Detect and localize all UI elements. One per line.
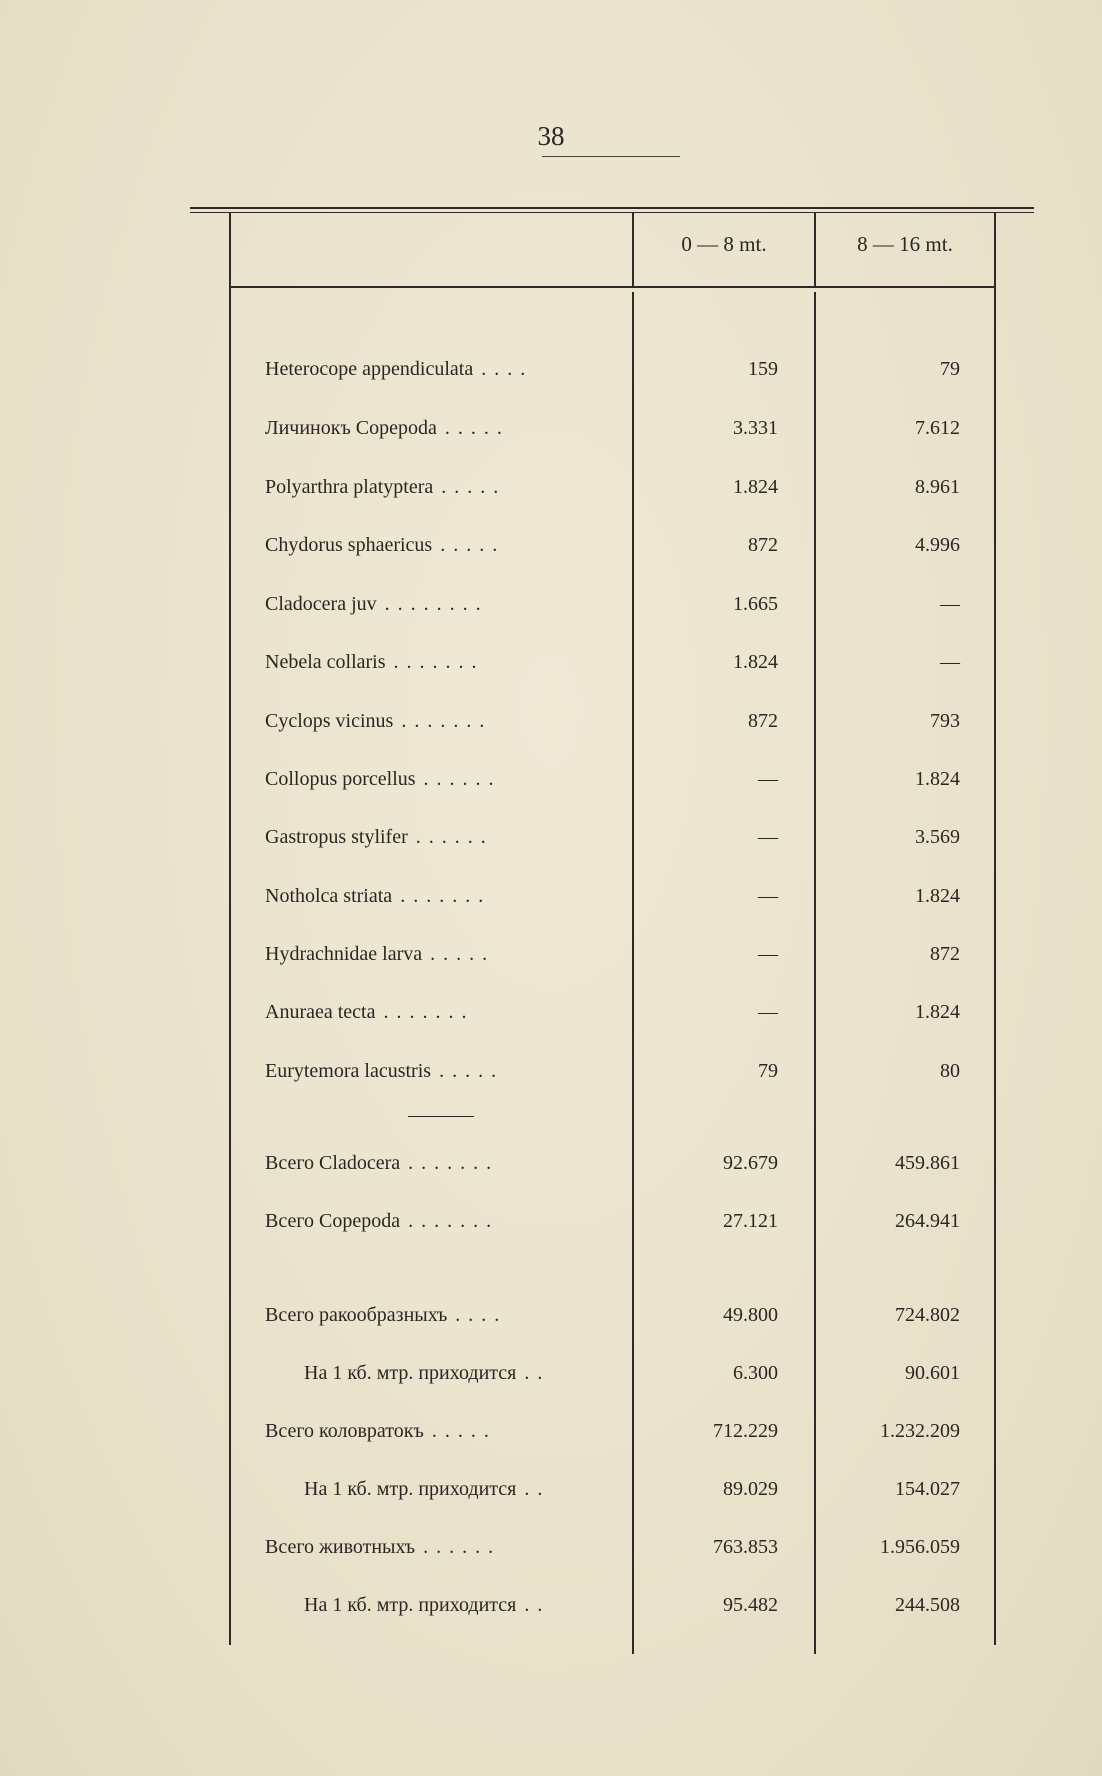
table-row: Nebela collaris ....... 1.824 —	[0, 647, 1102, 677]
value-8-16: 264.941	[895, 1210, 960, 1232]
value-8-16: 90.601	[905, 1362, 960, 1384]
value-0-8: 95.482	[723, 1594, 778, 1616]
table-row: Cladocera juv ........ 1.665 —	[0, 589, 1102, 619]
page-number-rule	[542, 156, 680, 157]
row-label: Hydrachnidae larva	[265, 943, 423, 965]
row-label: Cyclops vicinus	[265, 710, 394, 732]
value-8-16: 8.961	[915, 476, 960, 498]
column-header-8-16: 8 — 16 mt.	[857, 232, 953, 256]
table-row: Cyclops vicinus ....... 872 793	[0, 706, 1102, 736]
row-label: Всего животныхъ	[265, 1536, 416, 1558]
column-header-0-8: 0 — 8 mt.	[681, 232, 767, 256]
value-8-16: 79	[940, 358, 960, 380]
table-row: Hydrachnidae larva ..... — 872	[0, 939, 1102, 969]
table-row: Всего животныхъ ...... 763.853 1.956.059	[0, 1532, 1102, 1562]
row-label: Polyarthra platyptera	[265, 476, 434, 498]
table-row: Gastropus stylifer ...... — 3.569	[0, 822, 1102, 852]
value-0-8: 49.800	[723, 1304, 778, 1326]
table-top-rule	[190, 207, 1034, 209]
table-row: На 1 кб. мтр. приходится .. 6.300 90.601	[0, 1358, 1102, 1388]
row-label: Eurytemora lacustris	[265, 1060, 432, 1082]
row-label: На 1 кб. мтр. приходится	[304, 1362, 517, 1384]
row-label: Anuraea tecta	[265, 1001, 376, 1023]
value-8-16: 80	[940, 1060, 960, 1082]
row-label: Всего Copepoda	[265, 1210, 401, 1232]
row-label: Notholca striata	[265, 885, 393, 907]
row-label: Cladocera juv	[265, 593, 377, 615]
row-label: Gastropus stylifer	[265, 826, 408, 848]
table-row: Heterocope appendiculata .... 159 79	[0, 354, 1102, 384]
value-8-16: 1.824	[915, 768, 960, 790]
table-row: Notholca striata ....... — 1.824	[0, 881, 1102, 911]
row-label: Collopus porcellus	[265, 768, 416, 790]
value-8-16: —	[940, 651, 960, 673]
value-8-16: 3.569	[915, 826, 960, 848]
table-row: Chydorus sphaericus ..... 872 4.996	[0, 530, 1102, 560]
value-0-8: —	[758, 943, 778, 965]
value-8-16: —	[940, 593, 960, 615]
table-row: Всего ракообразныхъ .... 49.800 724.802	[0, 1300, 1102, 1330]
table-row: Всего коловратокъ ..... 712.229 1.232.209	[0, 1416, 1102, 1446]
row-label: Личинокъ Copepoda	[265, 417, 437, 439]
section-separator	[408, 1116, 474, 1117]
row-label: Всего ракообразныхъ	[265, 1304, 448, 1326]
header-rule	[230, 286, 996, 288]
value-8-16: 872	[930, 943, 960, 965]
table-row: На 1 кб. мтр. приходится .. 89.029 154.027	[0, 1474, 1102, 1504]
value-0-8: 1.824	[733, 651, 778, 673]
value-0-8: —	[758, 885, 778, 907]
table-row: Eurytemora lacustris ..... 79 80	[0, 1056, 1102, 1086]
row-label: На 1 кб. мтр. приходится	[304, 1478, 517, 1500]
table-row: Личинокъ Copepoda ..... 3.331 7.612	[0, 413, 1102, 443]
value-8-16: 1.824	[915, 1001, 960, 1023]
row-label: Nebela collaris	[265, 651, 386, 673]
table-row: Всего Copepoda ....... 27.121 264.941	[0, 1206, 1102, 1236]
table-row: Anuraea tecta ....... — 1.824	[0, 997, 1102, 1027]
row-label: Chydorus sphaericus	[265, 534, 433, 556]
value-0-8: 712.229	[713, 1420, 778, 1442]
value-8-16: 4.996	[915, 534, 960, 556]
table-row: Всего Cladocera ....... 92.679 459.861	[0, 1148, 1102, 1178]
row-label: На 1 кб. мтр. приходится	[304, 1594, 517, 1616]
page-number: 38	[537, 121, 565, 151]
value-8-16: 244.508	[895, 1594, 960, 1616]
value-0-8: —	[758, 768, 778, 790]
value-0-8: 92.679	[723, 1152, 778, 1174]
value-0-8: 1.665	[733, 593, 778, 615]
value-8-16: 7.612	[915, 417, 960, 439]
value-0-8: 1.824	[733, 476, 778, 498]
value-8-16: 1.956.059	[880, 1536, 960, 1558]
table-row: На 1 кб. мтр. приходится .. 95.482 244.508	[0, 1590, 1102, 1620]
value-8-16: 459.861	[895, 1152, 960, 1174]
value-0-8: 872	[748, 534, 778, 556]
value-8-16: 793	[930, 710, 960, 732]
value-0-8: 79	[758, 1060, 778, 1082]
value-8-16: 154.027	[895, 1478, 960, 1500]
value-0-8: 3.331	[733, 417, 778, 439]
row-label: Heterocope appendiculata	[265, 358, 474, 380]
value-0-8: 763.853	[713, 1536, 778, 1558]
value-0-8: 159	[748, 358, 778, 380]
value-8-16: 1.824	[915, 885, 960, 907]
value-0-8: 872	[748, 710, 778, 732]
table-row: Collopus porcellus ...... — 1.824	[0, 764, 1102, 794]
value-0-8: —	[758, 826, 778, 848]
value-8-16: 724.802	[895, 1304, 960, 1326]
value-0-8: 6.300	[733, 1362, 778, 1384]
value-8-16: 1.232.209	[880, 1420, 960, 1442]
value-0-8: 27.121	[723, 1210, 778, 1232]
row-label: Всего коловратокъ	[265, 1420, 424, 1442]
value-0-8: —	[758, 1001, 778, 1023]
table-top-rule-thin	[190, 212, 1034, 213]
value-0-8: 89.029	[723, 1478, 778, 1500]
table-row: Polyarthra platyptera ..... 1.824 8.961	[0, 472, 1102, 502]
row-label: Всего Cladocera	[265, 1152, 401, 1174]
